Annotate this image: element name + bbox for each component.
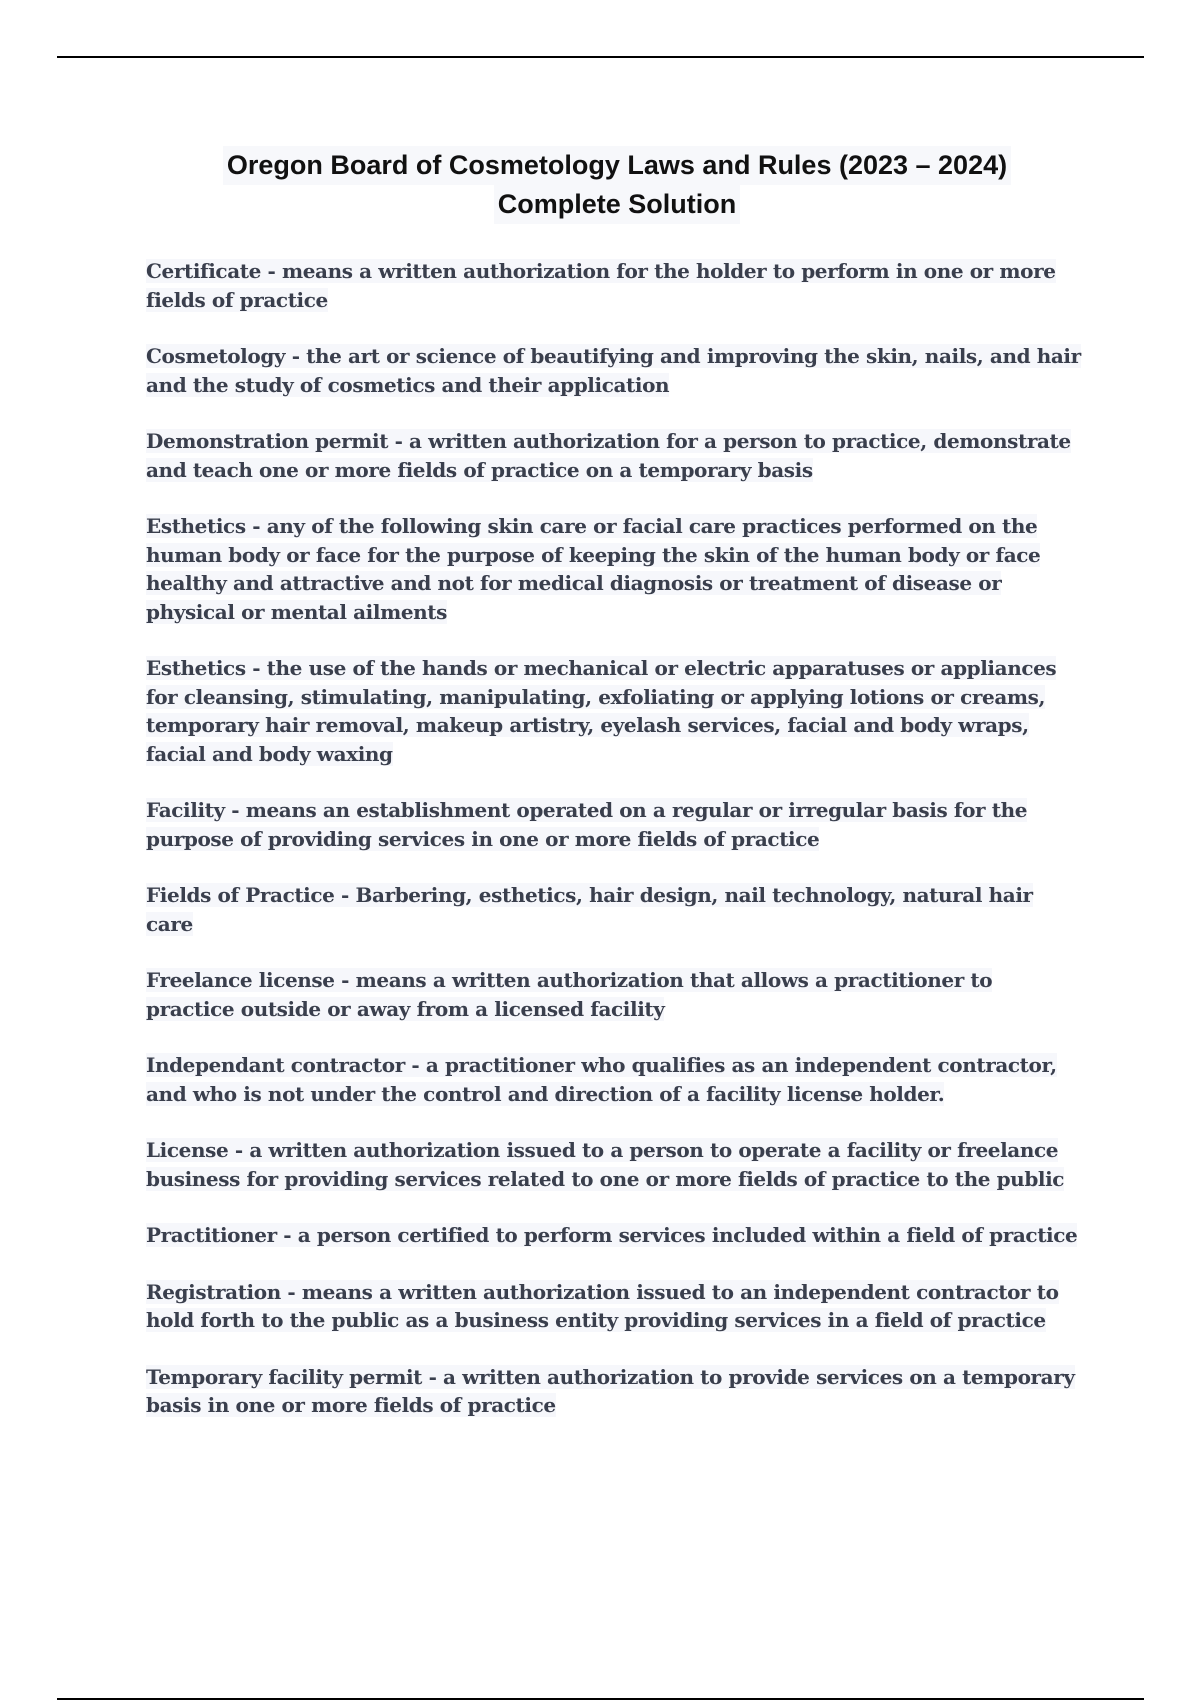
definition-item: [146, 512, 1086, 626]
definition-item: [146, 1136, 1086, 1193]
definition-item: [146, 1363, 1086, 1420]
definition-item: [146, 966, 1086, 1023]
definition-text: License - a written authorization issued to a person to operate a facility or freelance business for providing services related to one or more fields of practice to the public: [146, 1138, 1065, 1191]
definition-text: Independant contractor - a practitioner who qualifies as an independent contractor, and who is not under the control and direction of a facility license holder.: [146, 1053, 1057, 1106]
definition-item: [146, 257, 1086, 314]
definition-text: Registration - means a written authorization issued to an independent contractor to hold forth to the public as a business entity providing services in a field of practice: [146, 1279, 1059, 1332]
title-line-2: Complete Solution: [494, 185, 741, 224]
definition-text: Esthetics - the use of the hands or mechanical or electric apparatuses or appliances for cleansing, stimulating, manipulating, exfoliating or applying lotions or creams, temporary hair removal, makeup artistry, eyelash services, facial and body wraps, facial and body waxing: [146, 656, 1057, 766]
definition-item: [146, 1221, 1086, 1250]
definition-text: Cosmetology - the art or science of beautifying and improving the skin, nails, and hair and the study of cosmetics and their application: [146, 344, 1081, 397]
definition-item: [146, 427, 1086, 484]
definition-text: Demonstration permit - a written authorization for a person to practice, demonstrate and teach one or more fields of practice on a temporary basis: [146, 429, 1071, 482]
top-rule: [57, 56, 1144, 58]
definition-text: Practitioner - a person certified to perform services included within a field of practice: [146, 1223, 1078, 1247]
definition-text: Certificate - means a written authorization for the holder to perform in one or more fields of practice: [146, 259, 1056, 312]
definition-item: [146, 342, 1086, 399]
definition-item: [146, 796, 1086, 853]
definition-item: [146, 654, 1086, 768]
definition-text: Fields of Practice - Barbering, esthetics, hair design, nail technology, natural hair care: [146, 883, 1033, 936]
definition-text: Esthetics - any of the following skin care or facial care practices performed on the human body or face for the purpose of keeping the skin of the human body or face healthy and attractive and not for medical diagnosis or treatment of disease or physical or mental ailments: [146, 514, 1041, 624]
definition-text: Facility - means an establishment operated on a regular or irregular basis for the purpose of providing services in one or more fields of practice: [146, 798, 1028, 851]
title-line-1: Oregon Board of Cosmetology Laws and Rules (2023 – 2024): [223, 146, 1011, 185]
definition-item: [146, 1278, 1086, 1335]
definition-text: Temporary facility permit - a written authorization to provide services on a temporary basis in one or more fields of practice: [146, 1364, 1075, 1417]
definition-text: Freelance license - means a written authorization that allows a practitioner to practice outside or away from a licensed facility: [146, 968, 993, 1021]
definition-item: [146, 881, 1086, 938]
document-title: [0, 146, 1200, 224]
definitions-list: [146, 257, 1086, 1448]
definition-item: [146, 1051, 1086, 1108]
